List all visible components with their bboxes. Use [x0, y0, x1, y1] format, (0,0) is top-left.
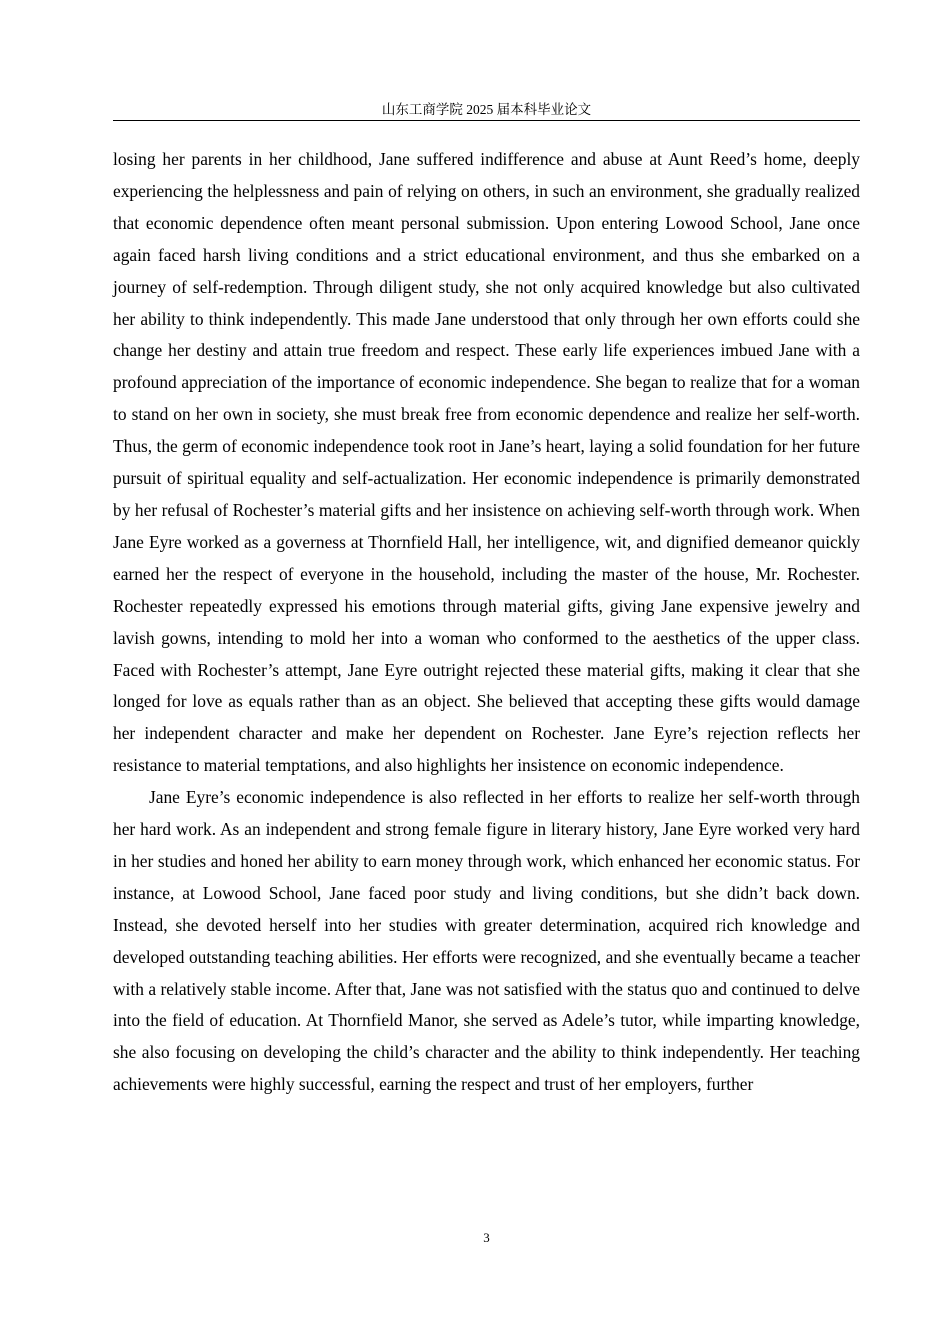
page-number: 3 — [483, 1230, 490, 1245]
header-divider — [113, 120, 860, 121]
running-header: 山东工商学院 2025 届本科毕业论文 — [381, 102, 592, 117]
body-text — [113, 144, 860, 1101]
paragraph-continued: losing her parents in her childhood, Jane suffered indifference and abuse at Aunt Reed’s home, deeply experiencing the helplessness and pain of relying on others, in such an environment, she gradually realized that economic dependence often meant personal submission. Upon entering Lowood School, Jane once again faced harsh living conditions and a strict educational environment, and thus she embarked on a journey of self-redemption. Through diligent study, she not only acquired knowledge but also cultivated her ability to think independently. This made Jane understood that only through her own efforts could she change her destiny and attain true freedom and respect. These early life experiences imbued Jane with a profound appreciation of the importance of economic independence. She began to realize that for a woman to stand on her own in society, she must break free from economic dependence and realize her self-worth. Thus, the germ of economic independence took root in Jane’s heart, laying a solid foundation for her future pursuit of spiritual equality and self-actualization. Her economic independence is primarily demonstrated by her refusal of Rochester’s material gifts and her insistence on achieving self-worth through work. When Jane Eyre worked as a governess at Thornfield Hall, her intelligence, wit, and dignified demeanor quickly earned her the respect of everyone in the household, including the master of the house, Mr. Rochester. Rochester repeatedly expressed his emotions through material gifts, giving Jane expensive jewelry and lavish gowns, intending to mold her into a woman who conformed to the aesthetics of the upper class. Faced with Rochester’s attempt, Jane Eyre outright rejected these material gifts, making it clear that she longed for love as equals rather than as an object. She believed that accepting these gifts would damage her independent character and make her dependent on Rochester. Jane Eyre’s rejection reflects her resistance to material temptations, and also highlights her insistence on economic independence. — [113, 149, 860, 776]
paragraph: Jane Eyre’s economic independence is also reflected in her efforts to realize her self-worth through her hard work. As an independent and strong female figure in literary history, Jane Eyre worked very hard in her studies and honed her ability to earn money through work, which enhanced her economic status. For instance, at Lowood School, Jane faced poor study and living conditions, but she didn’t back down. Instead, she devoted herself into her studies with greater determination, acquired rich knowledge and developed outstanding teaching abilities. Her efforts were recognized, and she eventually became a teacher with a relatively stable income. After that, Jane was not satisfied with the status quo and continued to delve into the field of education. At Thornfield Manor, she served as Adele’s tutor, while imparting knowledge, she also focusing on developing the child’s character and the ability to think independently. Her teaching achievements were highly successful, earning the respect and trust of her employers, further — [113, 787, 860, 1095]
